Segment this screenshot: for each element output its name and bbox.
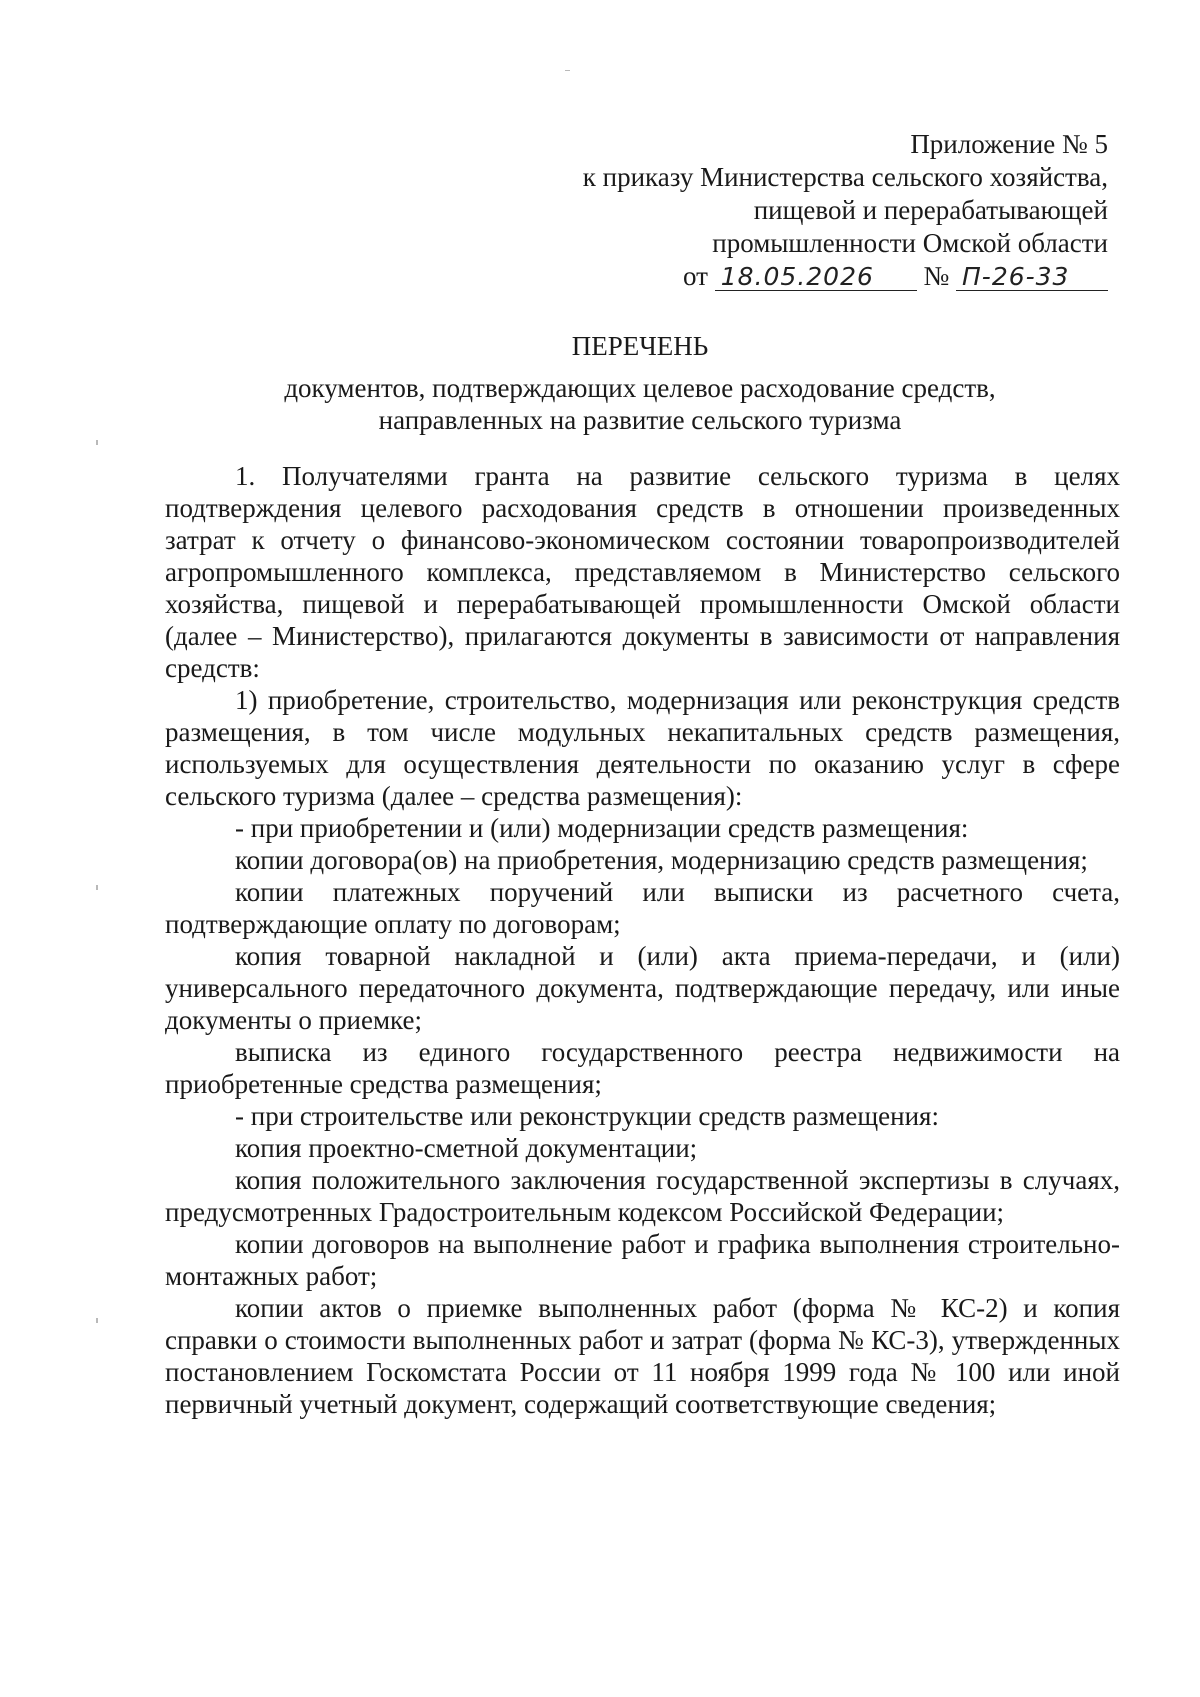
scan-mark xyxy=(96,885,98,890)
paragraph: копии договора(ов) на приобретения, модернизацию средств размещения; xyxy=(235,845,1088,875)
paragraph: копия проектно-сметной документации; xyxy=(235,1133,698,1163)
paragraph: - при строительстве или реконструкции средств размещения: xyxy=(235,1101,939,1131)
paragraph: 1. Получателями гранта на развитие сельского туризма в целях подтверждения целевого расходования средств в отношении произведенных затрат к отчету о финансово-экономическом состоянии товаропроизводителей агропромышленного комплекса, представляемом в Министерство сельского хозяйства, пищевой и перерабатывающей промышленности Омской области (далее – Министерство), прилагаются документы в зависимости от направления средств: xyxy=(165,461,1120,683)
document-body xyxy=(165,460,1120,1420)
paragraph: копия товарной накладной и (или) акта приема-передачи, и (или) универсального передаточного документа, подтверждающие передачу, или иные документы о приемке; xyxy=(165,941,1120,1035)
title-heading: ПЕРЕЧЕНЬ xyxy=(571,331,709,361)
paragraph: - при приобретении и (или) модернизации средств размещения: xyxy=(235,813,969,843)
title-subheading: направленных на развитие сельского туризма xyxy=(378,405,902,435)
order-date-number xyxy=(408,260,1108,293)
scan-mark xyxy=(96,440,98,445)
paragraph: копии платежных поручений или выписки из расчетного счета, подтверждающие оплату по договорам; xyxy=(165,877,1120,939)
order-reference: к приказу Министерства сельского хозяйства, xyxy=(582,162,1108,192)
appendix-number: Приложение № 5 xyxy=(910,129,1108,159)
paragraph: 1) приобретение, строительство, модернизация или реконструкция средств размещения, в том числе модульных некапитальных средств размещения, используемых для осуществления деятельности по оказанию услуг в сфере сельского туризма (далее – средства размещения): xyxy=(165,685,1120,811)
order-date: 18.05.2026 xyxy=(715,264,917,291)
paragraph: копии актов о приемке выполненных работ (форма № КС-2) и копия справки о стоимости выполненных работ и затрат (форма № КС-3), утвержденных постановлением Госкомстата России от 11 ноября 1999 года № 100 или иной первичный учетный документ, содержащий соответствующие сведения; xyxy=(165,1293,1120,1419)
scan-mark xyxy=(96,1318,98,1323)
order-number: П-26-33 xyxy=(956,264,1108,291)
document-title xyxy=(160,330,1120,436)
paragraph: копия положительного заключения государственной экспертизы в случаях, предусмотренных Градостроительным кодексом Российской Федерации; xyxy=(165,1165,1120,1227)
paragraph: выписка из единого государственного реестра недвижимости на приобретенные средства размещения; xyxy=(165,1037,1120,1099)
paragraph: копии договоров на выполнение работ и графика выполнения строительно-монтажных работ; xyxy=(165,1229,1120,1291)
number-prefix: № xyxy=(923,261,950,291)
scan-mark xyxy=(565,70,570,71)
order-reference-cont: промышленности Омской области xyxy=(712,228,1108,258)
appendix-header xyxy=(408,128,1108,293)
title-subheading: документов, подтверждающих целевое расходование средств, xyxy=(284,373,996,403)
date-prefix: от xyxy=(683,261,708,291)
order-reference-cont: пищевой и перерабатывающей xyxy=(753,195,1108,225)
